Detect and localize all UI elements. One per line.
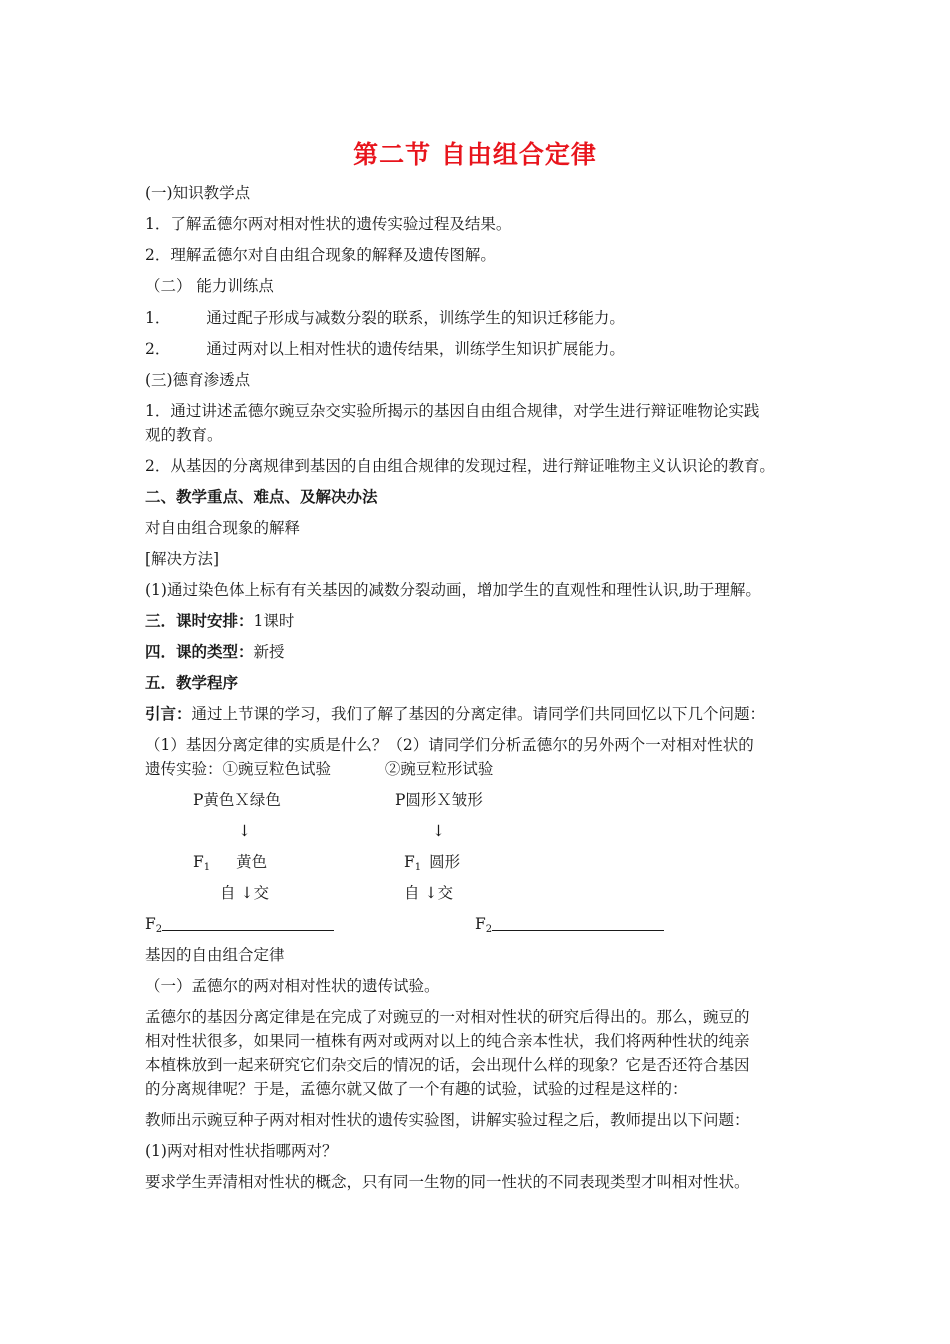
moral-item-1-line2: 观的教育。 — [145, 426, 223, 444]
left-self-a: 自 — [220, 884, 236, 902]
intro-line — [145, 704, 765, 724]
ability-item-1-number: 1． — [145, 309, 171, 327]
section-heading-ability: （二） 能力训练点 — [145, 277, 274, 295]
right-cross-arrow-icon: ↓ — [432, 822, 445, 840]
paragraph-1-line-4: 的分离规律呢？于是，孟德尔就又做了一个有趣的试验，试验的过程是这样的： — [145, 1080, 688, 1098]
section-heading-knowledge: (一)知识教学点 — [145, 184, 251, 202]
lesson-type-line — [145, 642, 285, 662]
experiment-heading: （一）孟德尔的两对相对性状的遗传试验。 — [145, 977, 440, 995]
left-f1-label: F — [193, 853, 204, 871]
paragraph-2: 教师出示豌豆种子两对相对性状的遗传实验图，讲解实验过程之后，教师提出以下问题： — [145, 1111, 750, 1129]
left-cross-selfing — [220, 883, 269, 903]
left-self-b: 交 — [253, 884, 269, 902]
ability-item-2 — [145, 339, 625, 359]
knowledge-item-2: 2．理解孟德尔对自由组合现象的解释及遗传图解。 — [145, 246, 496, 264]
moral-item-2: 2．从基因的分离规律到基因的自由组合规律的发现过程，进行辩证唯物主义认识论的教育。 — [145, 457, 775, 475]
right-f1-subscript: 1 — [414, 862, 422, 873]
paragraph-3: 要求学生弄清相对性状的概念，只有同一生物的同一性状的不同表现类型才叫相对性状。 — [145, 1173, 750, 1191]
moral-item-1-line1: 1．通过讲述孟德尔豌豆杂交实验所揭示的基因自由组合规律，对学生进行辩证唯物论实践 — [145, 402, 760, 420]
key-point-text: 对自由组合现象的解释 — [145, 519, 301, 537]
paragraph-1-line-3: 本植株放到一起来研究它们杂交后的情况的话，会出现什么样的现象？它是否还符合基因 — [145, 1056, 750, 1074]
intro-text: 通过上节课的学习，我们了解了基因的分离定律。请同学们共同回忆以下几个问题： — [191, 705, 766, 723]
experiment-shape-label: ②豌豆粒形试验 — [384, 760, 494, 778]
paragraph-1-line-2: 相对性状很多，如果同一植株有两对或两对以上的纯合亲本性状，我们将两种性状的纯亲 — [145, 1032, 750, 1050]
ability-item-2-number: 2． — [145, 340, 171, 358]
heading-procedure: 五．教学程序 — [145, 674, 239, 692]
left-f2-blank — [162, 916, 334, 931]
section-heading-moral: (三)德育渗透点 — [145, 371, 251, 389]
left-f1-value: 黄色 — [236, 853, 268, 871]
right-f1-value: 圆形 — [429, 853, 461, 871]
left-cross-parents: P黄色Ｘ绿色 — [193, 791, 281, 809]
right-cross-f1 — [404, 852, 460, 878]
page-title: 第二节 自由组合定律 — [353, 140, 597, 169]
ability-item-2-text: 通过两对以上相对性状的遗传结果，训练学生知识扩展能力。 — [206, 340, 625, 358]
right-f2-blank — [492, 916, 664, 931]
paragraph-1-line-1: 孟德尔的基因分离定律是在完成了对豌豆的一对相对性状的研究后得出的。那么，豌豆的 — [145, 1008, 750, 1026]
right-cross-f2 — [475, 914, 664, 940]
left-f2-subscript: 2 — [155, 924, 163, 935]
question-line-2 — [145, 759, 493, 779]
lesson-type-label: 四．课的类型： — [145, 643, 254, 661]
question-line-1: （1）基因分离定律的实质是什么？（2）请同学们分析孟德尔的另外两个一对相对性状的 — [145, 736, 754, 754]
left-self-arrow-icon: ↓ — [240, 884, 254, 902]
left-f2-label: F — [145, 915, 156, 933]
left-f1-subscript: 1 — [203, 862, 211, 873]
knowledge-item-1: 1．了解孟德尔两对相对性状的遗传实验过程及结果。 — [145, 215, 512, 233]
intro-label: 引言： — [145, 705, 192, 723]
ability-item-1-text: 通过配子形成与减数分裂的联系，训练学生的知识迁移能力。 — [206, 309, 625, 327]
right-self-arrow-icon: ↓ — [424, 884, 438, 902]
left-cross-arrow-icon: ↓ — [238, 822, 251, 840]
right-f1-label: F — [404, 853, 415, 871]
lesson-type-value: 新授 — [253, 643, 285, 661]
schedule-value: 1课时 — [253, 612, 295, 630]
question-1: (1)两对相对性状指哪两对？ — [145, 1142, 338, 1160]
method-item-1: (1)通过染色体上标有有关基因的减数分裂动画，增加学生的直观性和理性认识,助于理解。 — [145, 581, 761, 599]
right-f2-subscript: 2 — [485, 924, 493, 935]
right-f2-label: F — [475, 915, 486, 933]
heading-key-points: 二、教学重点、难点、及解决办法 — [145, 488, 378, 506]
right-self-b: 交 — [437, 884, 453, 902]
method-label: [解决方法] — [145, 550, 220, 568]
right-self-a: 自 — [404, 884, 420, 902]
right-cross-selfing — [404, 883, 453, 903]
left-cross-f2 — [145, 914, 334, 940]
right-cross-parents: P圆形Ｘ皱形 — [395, 791, 483, 809]
law-title: 基因的自由组合定律 — [145, 946, 285, 964]
schedule-line — [145, 611, 294, 631]
experiment-color-label: 遗传实验：①豌豆粒色试验 — [145, 760, 332, 778]
schedule-label: 三．课时安排： — [145, 612, 254, 630]
left-cross-f1 — [193, 852, 267, 878]
ability-item-1 — [145, 308, 625, 328]
